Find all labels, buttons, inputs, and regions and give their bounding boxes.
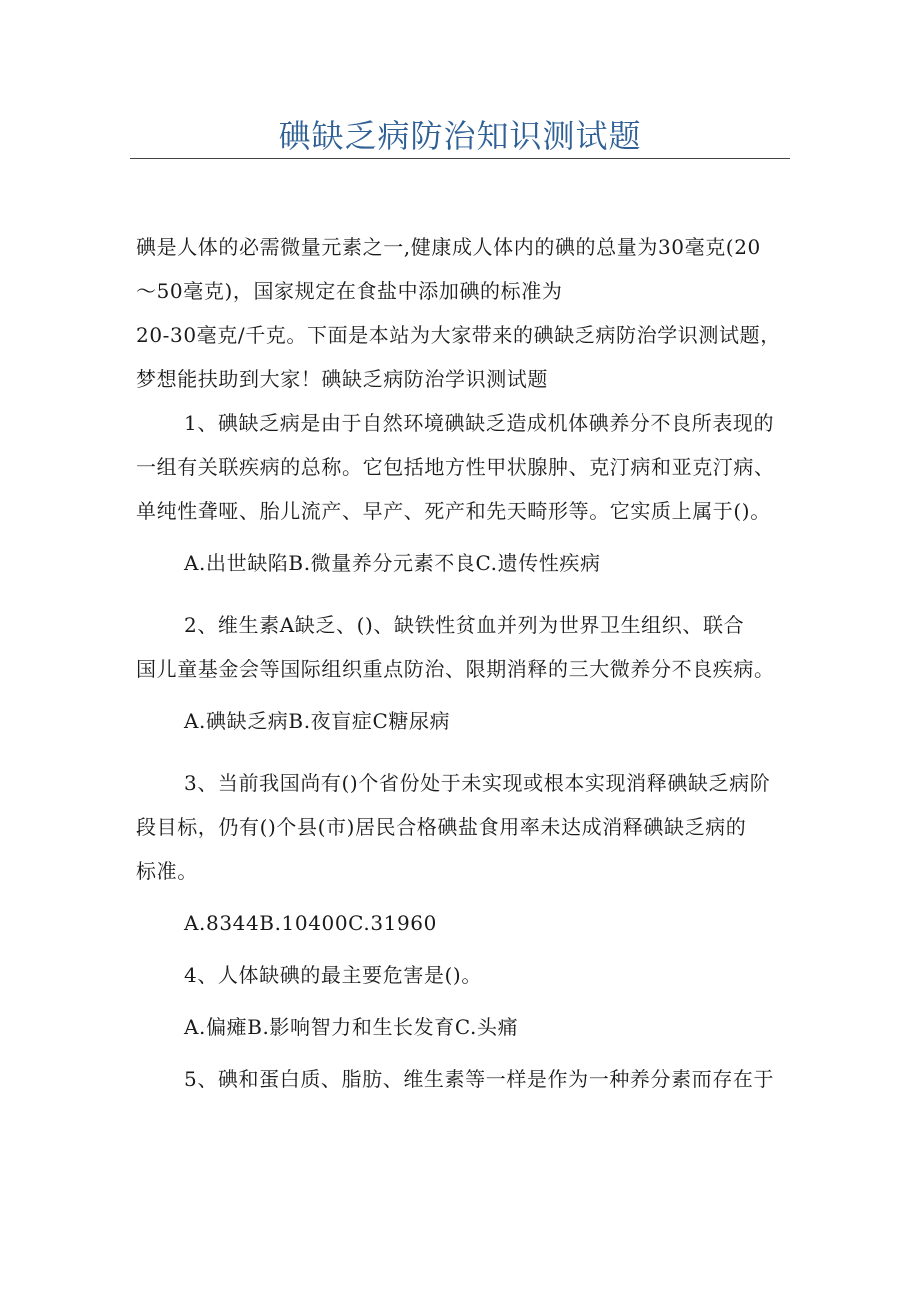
document-title: 碘缺乏病防治知识测试题 [278, 117, 642, 155]
question-5-line: 5、碘和蛋白质、脂肪、维生素等一样是作为一种养分素而存在于 [184, 1067, 775, 1091]
question-2-line: 国儿童基金会等国际组织重点防治、限期消释的三大微养分不良疾病。 [136, 657, 775, 681]
question-2 [136, 603, 796, 743]
question-4 [136, 953, 796, 1049]
intro-line: 20-30毫克/千克。下面是本站为大家带来的碘缺乏病防治学识测试题， [136, 323, 781, 347]
intro-line: ～50毫克)，国家规定在食盐中添加碘的标准为 [136, 279, 563, 303]
question-3 [136, 761, 796, 945]
question-4-line: 4、人体缺碘的最主要危害是()。 [184, 963, 482, 987]
intro-line: 碘是人体的必需微量元素之一,健康成人体内的碘的总量为30毫克(20 [136, 235, 761, 259]
question-1 [136, 401, 796, 585]
question-1-line: 1、碘缺乏病是由于自然环境碘缺乏造成机体碘养分不良所表现的 [184, 411, 775, 435]
question-2-line: 2、维生素A缺乏、()、缺铁性贫血并列为世界卫生组织、联合 [184, 613, 745, 637]
question-3-line: 段目标，仍有()个县(市)居民合格碘盐食用率未达成消释碘缺乏病的 [136, 815, 747, 839]
question-2-options: A.碘缺乏病B.夜盲症C糖尿病 [184, 709, 451, 733]
question-1-line: 一组有关联疾病的总称。它包括地方性甲状腺肿、克汀病和亚克汀病、 [136, 455, 775, 479]
question-3-line: 标准。 [136, 859, 198, 883]
question-3-line: 3、当前我国尚有()个省份处于未实现或根本实现消释碘缺乏病阶 [184, 771, 771, 795]
intro-line: 梦想能扶助到大家！碘缺乏病防治学识测试题 [136, 367, 548, 391]
question-3-options: A.8344B.10400C.31960 [184, 911, 437, 935]
question-4-options: A.偏瘫B.影响智力和生长发育C.头痛 [184, 1015, 519, 1039]
question-5 [136, 1057, 796, 1101]
title-underline [130, 158, 790, 159]
question-1-options: A.出世缺陷B.微量养分元素不良C.遗传性疾病 [184, 551, 601, 575]
question-1-line: 单纯性聋哑、胎儿流产、早产、死产和先天畸形等。它实质上属于()。 [136, 499, 771, 523]
document-body [136, 225, 796, 1101]
